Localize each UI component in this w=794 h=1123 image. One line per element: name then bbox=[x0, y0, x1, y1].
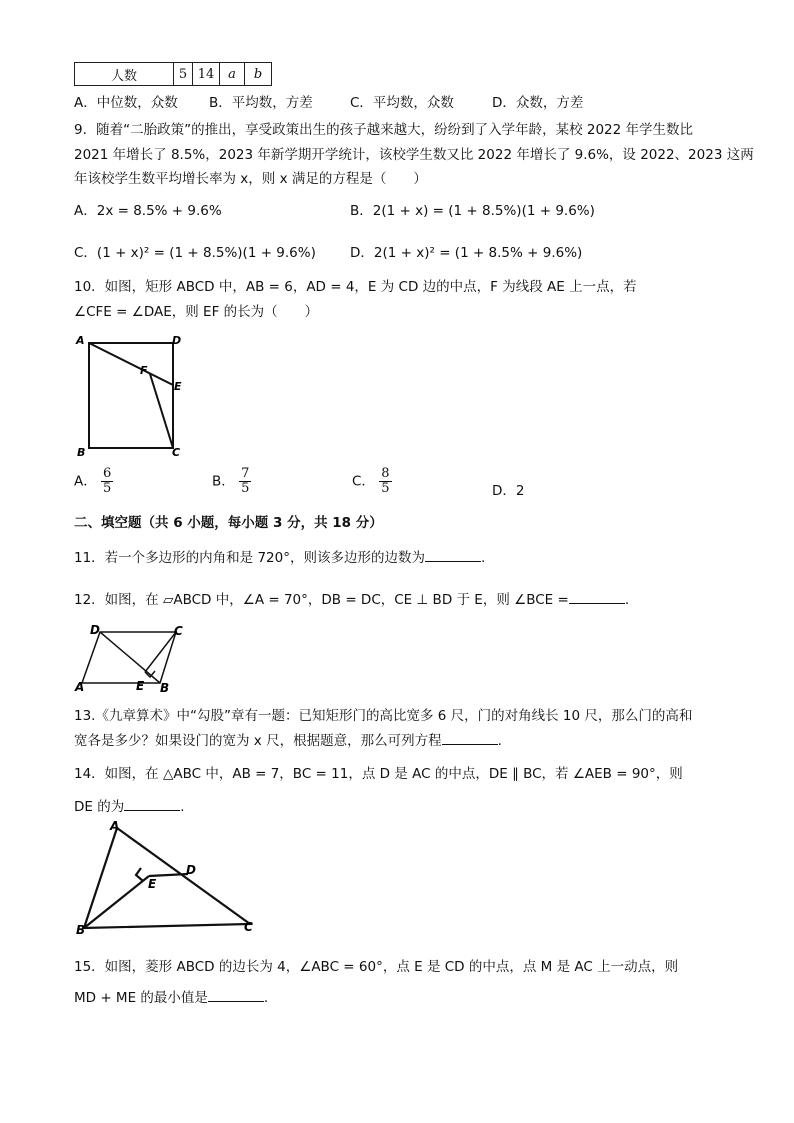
answer-blank bbox=[208, 989, 264, 1002]
fraction bbox=[379, 467, 391, 496]
q15-text: MD + ME 的最小值是 bbox=[74, 990, 208, 1006]
q10-option-d-label: D． bbox=[492, 483, 516, 499]
q11-end: . bbox=[481, 550, 486, 566]
fraction bbox=[101, 467, 113, 496]
q8-option-c: C．平均数，众数 bbox=[350, 95, 454, 111]
q15-stem-line2 bbox=[74, 986, 268, 1006]
q9-stem-line3: 年该校学生数平均增长率为 x，则 x 满足的方程是（ ） bbox=[74, 171, 427, 187]
q9-option-c: C．(1 + x)² = (1 + 8.5%)(1 + 9.6%) bbox=[74, 245, 316, 261]
q14-label-e: E bbox=[148, 877, 157, 891]
q14-text: DE 的为 bbox=[74, 799, 125, 815]
fraction-denominator: 5 bbox=[381, 481, 390, 496]
q15-end: . bbox=[263, 990, 269, 1006]
answer-blank bbox=[124, 798, 180, 811]
q10-label-d: D bbox=[172, 334, 182, 347]
q10-option-b-label: B． bbox=[212, 473, 235, 490]
q10-option-d-value: 2 bbox=[515, 483, 525, 499]
table-cell: 5 bbox=[174, 63, 193, 86]
fraction bbox=[239, 467, 251, 496]
q12-label-e: E bbox=[136, 679, 145, 693]
q8-option-a: A．中位数，众数 bbox=[74, 95, 178, 111]
answer-blank bbox=[569, 591, 625, 604]
q13-end: . bbox=[497, 733, 502, 749]
q9-stem-line1: 9．随着“二胎政策”的推出，享受政策出生的孩子越来越大，纷纷到了入学年龄，某校 2022 年学生数比 bbox=[74, 122, 694, 138]
q10-option-a bbox=[74, 467, 113, 496]
q9-option-a: A．2x = 8.5% + 9.6% bbox=[74, 203, 222, 219]
q10-option-a-label: A． bbox=[74, 473, 97, 490]
table-row-label: 人数 bbox=[75, 63, 174, 86]
table-cell: 14 bbox=[193, 63, 220, 86]
q12-end: . bbox=[624, 592, 630, 608]
q9-option-b: B．2(1 + x) = (1 + 8.5%)(1 + 9.6%) bbox=[350, 203, 595, 219]
q14-label-a: A bbox=[110, 819, 120, 833]
q8-option-d: D．众数，方差 bbox=[492, 95, 584, 111]
q14-end: . bbox=[180, 799, 185, 815]
q13-stem-line1: 13.《九章算术》中“勾股”章有一题：已知矩形门的高比宽多 6 尺，门的对角线长 10 尺，那么门的高和 bbox=[74, 708, 693, 724]
q11-stem bbox=[74, 546, 485, 566]
q12-stem bbox=[74, 588, 629, 608]
q10-label-a: A bbox=[76, 334, 85, 347]
q9-stem-line2: 2021 年增长了 8.5%，2023 年新学期开学统计，该校学生数又比 2022 年增长了 9.6%，设 2022、2023 这两 bbox=[74, 147, 754, 163]
fraction-numerator: 8 bbox=[381, 466, 390, 481]
q10-option-d bbox=[492, 479, 525, 499]
q13-text: 宽各是多少？如果设门的宽为 x 尺，根据题意，那么可列方程 bbox=[74, 733, 442, 749]
q10-option-c bbox=[352, 467, 392, 496]
q14-stem-line2 bbox=[74, 795, 185, 815]
q10-label-b: B bbox=[77, 446, 86, 459]
q10-option-b bbox=[212, 467, 251, 496]
q12-parallelogram-figure bbox=[72, 620, 192, 695]
q12-label-b: B bbox=[160, 681, 170, 695]
q9-option-d: D．2(1 + x)² = (1 + 8.5% + 9.6%) bbox=[350, 245, 583, 261]
q12-text: 12．如图，在 ▱ABCD 中，∠A = 70°，DB = DC，CE ⊥ BD 于 E，则 ∠BCE = bbox=[74, 592, 569, 608]
q10-label-e: E bbox=[174, 380, 182, 393]
q10-label-c: C bbox=[172, 446, 181, 459]
fraction-denominator: 5 bbox=[241, 481, 250, 496]
q8-option-b: B．平均数，方差 bbox=[209, 95, 313, 111]
fraction-numerator: 7 bbox=[241, 466, 250, 481]
answer-blank bbox=[425, 549, 481, 562]
q14-triangle-figure bbox=[72, 818, 262, 936]
q12-label-d: D bbox=[90, 623, 100, 637]
q10-stem-line1: 10．如图，矩形 ABCD 中，AB = 6，AD = 4，E 为 CD 边的中点，F 为线段 AE 上一点，若 bbox=[74, 279, 637, 295]
q14-stem-line1: 14．如图，在 △ABC 中，AB = 7，BC = 11，点 D 是 AC 的中点，DE ∥ BC，若 ∠AEB = 90°，则 bbox=[74, 766, 683, 782]
answer-blank bbox=[442, 732, 498, 745]
frequency-table bbox=[74, 62, 272, 86]
q10-option-c-label: C． bbox=[352, 473, 375, 490]
table-cell: a bbox=[220, 63, 245, 86]
q12-label-a: A bbox=[75, 680, 85, 694]
q10-label-f: F bbox=[140, 364, 148, 377]
fraction-numerator: 6 bbox=[103, 466, 112, 481]
q13-stem-line2 bbox=[74, 729, 502, 749]
q14-label-c: C bbox=[244, 920, 253, 934]
section-title: 二、填空题（共 6 小题，每小题 3 分，共 18 分） bbox=[74, 515, 383, 531]
q11-text: 11．若一个多边形的内角和是 720°，则该多边形的边数为 bbox=[74, 550, 425, 566]
q10-rectangle-figure bbox=[72, 330, 192, 460]
q14-label-b: B bbox=[76, 923, 86, 936]
q15-stem-line1: 15．如图，菱形 ABCD 的边长为 4，∠ABC = 60°，点 E 是 CD 的中点，点 M 是 AC 上一动点，则 bbox=[74, 959, 679, 975]
q12-label-c: C bbox=[174, 624, 183, 638]
table-cell: b bbox=[245, 63, 272, 86]
q14-label-d: D bbox=[186, 863, 196, 877]
table-row bbox=[75, 63, 272, 86]
fraction-denominator: 5 bbox=[103, 481, 112, 496]
q10-stem-line2: ∠CFE = ∠DAE，则 EF 的长为（ ） bbox=[74, 304, 319, 320]
